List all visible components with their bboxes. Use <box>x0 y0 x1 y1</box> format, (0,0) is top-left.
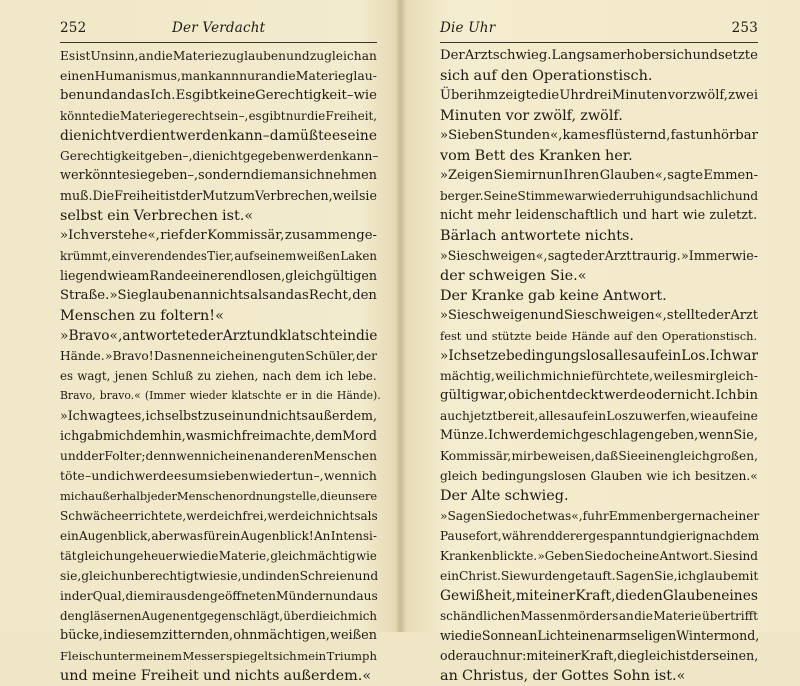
text-line: Der Arzt schwieg. Langsam erhob er sich und setzte <box>440 48 758 63</box>
text-line: berger. Seine Stimme war wieder ruhig und sachlich und <box>440 189 759 203</box>
text-line: Gewißheit, mit einer Kraft, die den Glauben eines <box>440 588 758 604</box>
text-line: der schweigen Sie.« <box>440 268 587 284</box>
text-line: selbst ein Verbrechen ist.« <box>60 208 254 224</box>
text-line: Kranken blickte. »Geben Sie doch eine Antwort. Sie sind <box>440 549 758 563</box>
text-line: Es ist Unsinn, an die Materie zu glauben und zugleich an <box>60 49 377 63</box>
text-line: »Sagen Sie doch etwas«, fuhr Emmenberger nach einer <box>440 509 760 523</box>
running-title: Der Verdacht <box>172 20 266 36</box>
left-page <box>60 18 381 684</box>
text-line: Menschen zu foltern!« <box>60 308 224 324</box>
text-line: Bravo, bravo.« (Immer wieder klatschte er in die Hände). <box>60 389 381 402</box>
book-gutter <box>395 0 407 632</box>
text-line: »Ich setze bedingungslos alles auf ein Los. Ich war <box>440 348 758 364</box>
text-line: könnte die Materie gerecht sein –, es gibt nur die Freiheit, <box>60 109 377 123</box>
header-rule <box>440 42 758 43</box>
text-line: töte – und ich werde es um sieben wieder tun –, wenn ich <box>60 468 377 483</box>
body-text <box>440 46 758 686</box>
page-number: 253 <box>731 20 758 36</box>
text-line: ben und an das Ich. Es gibt keine Gerechtigkeit – wie <box>60 88 377 103</box>
text-line: an Christus, der Gottes Sohn ist.« <box>440 668 686 684</box>
page-number: 252 <box>60 20 87 36</box>
text-line: wer könnte sie geben –, sondern die man sich nehmen <box>60 168 377 183</box>
text-line: und der Folter; denn wenn ich einen anderen Menschen <box>60 449 377 463</box>
text-line: ich gab mich dem hin, was mich frei machte, dem Mord <box>60 428 377 443</box>
text-line: Fleisch unter meinem Messer spiegelt sich mein Triumph <box>60 649 377 663</box>
text-line: »Ich wagte es, ich selbst zu sein und nichts außerdem, <box>60 408 377 423</box>
text-line: Hände. »Bravo! Das nenne ich einen guten Schüler, der <box>60 349 377 363</box>
text-line: Minuten vor zwölf, zwölf. <box>440 108 623 124</box>
text-line: sich auf den Operationstisch. <box>440 68 653 84</box>
header-rule <box>60 42 377 43</box>
text-line: Der Kranke gab keine Antwort. <box>440 288 667 304</box>
text-line: krümmt, ein verendendes Tier, auf seinem weißen Laken <box>60 249 377 263</box>
text-line: Über ihm zeigte die Uhr drei Minuten vor zwölf, zwei <box>440 88 758 103</box>
text-line: fest und stützte beide Hände auf den Operationstisch. <box>440 329 758 343</box>
text-line: muß. Die Freiheit ist der Mut zum Verbrechen, weil sie <box>60 188 377 203</box>
running-head <box>440 18 758 38</box>
text-line: schändlichen Massenmörders an die Materie übertrifft <box>440 609 758 623</box>
text-line: ein Augenblick, aber was für ein Augenblick! An Intensi- <box>60 529 377 543</box>
text-line: vom Bett des Kranken her. <box>440 148 633 164</box>
text-line: auch jetzt bereit, alles auf ein Los zu werfen, wie auf eine <box>440 409 758 423</box>
text-line: »Sie schweigen und Sie schweigen«, stellte der Arzt <box>440 308 758 323</box>
text-line: mich außerhalb jeder Menschenordnung stelle, die unsere <box>60 489 378 503</box>
text-line: »Ich verstehe«, rief der Kommissär, zusammenge- <box>60 228 377 243</box>
text-line: nicht mehr leidenschaftlich und hart wie zuletzt. <box>440 208 758 223</box>
text-line: gültig war, ob ich entdeckt werde oder nicht. Ich bin <box>440 388 758 403</box>
text-line: »Zeigen Sie mir nun Ihren Glauben«, sagte Emmen- <box>440 168 758 183</box>
text-line: Straße. »Sie glauben an nichts als an das Recht, den <box>60 288 377 303</box>
text-line: »Sie schweigen«, sagte der Arzt traurig. »Immer wie- <box>440 248 758 263</box>
text-line: »Bravo«, antwortete der Arzt und klatschte in die <box>60 328 378 344</box>
text-line: Gerechtigkeit geben –, die nicht gegeben werden kann – <box>60 149 379 163</box>
text-line: tät gleich ungeheuer wie die Materie, gleich mächtig wie <box>60 549 377 563</box>
text-line: ein Christ. Sie wurden getauft. Sagen Sie, ich glaube mit <box>440 569 759 583</box>
running-head <box>60 18 377 38</box>
text-line: den gläsernen Augen entgegenschlägt, über die ich mich <box>60 609 377 623</box>
text-line: oder auch nur: mit einer Kraft, die gleich ist der seinen, <box>440 648 759 663</box>
text-line: in der Qual, die mir aus den geöffneten Mündern und aus <box>60 589 378 603</box>
running-title: Die Uhr <box>440 20 496 36</box>
text-line: Schwäche errichtete, werde ich frei, werde ich nichts als <box>60 509 378 523</box>
text-line: bücke, in diesem zitternden, ohnmächtigen, weißen <box>60 628 377 643</box>
text-line: Der Alte schwieg. <box>440 488 569 504</box>
text-line: »Sieben Stunden«, kam es flüsternd, fast unhörbar <box>440 128 758 143</box>
text-line: Bärlach antwortete nichts. <box>440 228 634 244</box>
text-line: sie, gleich unberechtigt wie sie, und in den Schreien und <box>60 569 379 583</box>
text-line: die nicht verdient werden kann – da müßte es eine <box>60 128 377 144</box>
text-line: Pause fort, während der er gespannt und gierig nach dem <box>440 529 760 543</box>
text-line: wie die Sonne an Licht einen armseligen Wintermond, <box>440 628 760 643</box>
right-page <box>440 18 760 684</box>
text-line: und meine Freiheit und nichts außerdem.« <box>60 668 372 684</box>
text-line: mächtig, weil ich mich nie fürchtete, weil es mir gleich- <box>440 368 758 383</box>
text-line: Kommissär, mir beweisen, daß Sie einen gleich großen, <box>440 449 758 463</box>
text-line: es wagt, jenen Schluß zu ziehen, nach dem ich lebe. <box>60 369 377 383</box>
text-line: Münze. Ich werde mich geschlagen geben, wenn Sie, <box>440 428 758 443</box>
body-text <box>60 46 381 686</box>
text-line: liegend wie am Rande einer endlosen, gleichgültigen <box>60 268 377 283</box>
text-line: einen Humanismus, man kann nur an die Materie glau- <box>60 68 377 83</box>
text-line: gleich bedingungslosen Glauben wie ich besitzen.« <box>440 469 758 483</box>
